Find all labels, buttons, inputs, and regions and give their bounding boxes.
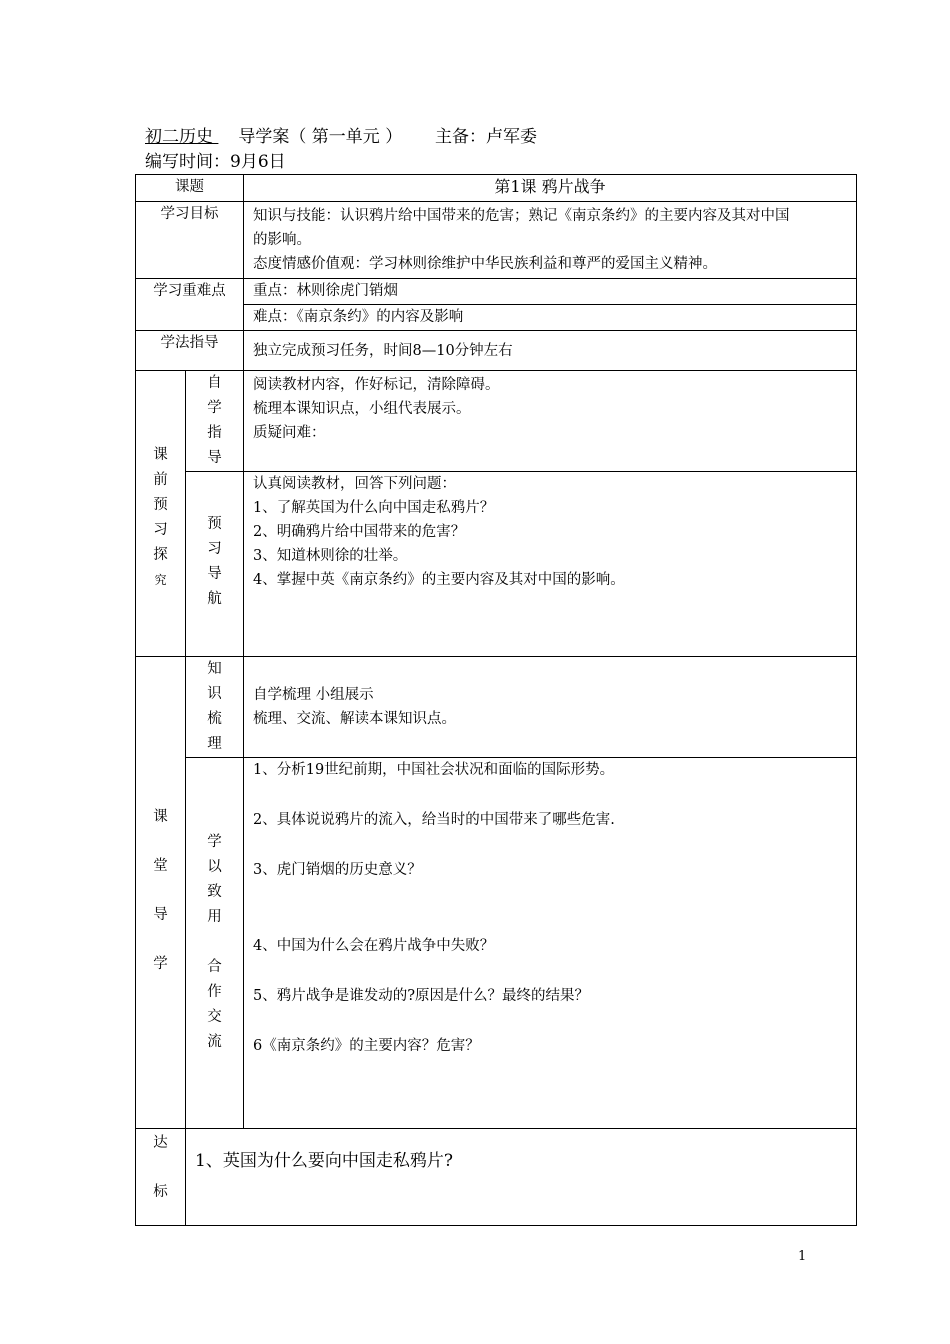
question: 6《南京条约》的主要内容？危害？ [253, 1038, 480, 1054]
topic-row [136, 175, 857, 202]
test-label: 达 标 [136, 1129, 186, 1226]
question: 1、分析19世纪前期，中国社会状况和面临的国际形势。 [253, 762, 615, 778]
navigation-row [136, 472, 857, 657]
goals-content [244, 202, 857, 279]
header-line-2: 编写时间：9月6日 [145, 152, 286, 172]
knowledge-content: 自学梳理 小组展示 梳理、交流、解读本课知识点。 [244, 657, 857, 758]
question: 3、虎门销烟的历史意义？ [253, 862, 422, 878]
key-point: 重点：林则徐虎门销烟 [244, 279, 857, 305]
goals-line: 知识与技能：认识鸦片给中国带来的危害；熟记《南京条约》的主要内容及其对中国 [253, 208, 790, 224]
test-content: 1、英国为什么要向中国走私鸦片? [186, 1129, 857, 1226]
apply-content [244, 758, 857, 1129]
navigation-label: 预 习 导 航 [186, 472, 244, 657]
topic-value: 第1课 鸦片战争 [244, 175, 857, 202]
header-line-1 [145, 126, 537, 148]
question: 2、具体说说鸦片的流入，给当时的中国带来了哪些危害. [253, 812, 615, 828]
knowledge-row [136, 657, 857, 758]
apply-label: 学 以 致 用 合 作 交 流 [186, 758, 244, 1129]
apply-row [136, 758, 857, 1129]
method-value: 独立完成预习任务，时间8—10分钟左右 [244, 331, 857, 371]
question: 4、中国为什么会在鸦片战争中失败？ [253, 938, 495, 954]
method-row [136, 331, 857, 371]
goals-label: 学习目标 [136, 202, 244, 279]
navigation-content: 认真阅读教材，回答下列问题： 1、了解英国为什么向中国走私鸦片？ 2、明确鸦片给中国带来的危害？ 3、知道林则徐的壮举。 4、掌握中英《南京条约》的主要内容及其对中国的影响。 [244, 472, 857, 657]
author: 主备：卢军委 [435, 127, 538, 147]
question: 5、鸦片战争是谁发动的?原因是什么？最终的结果？ [253, 988, 589, 1004]
test-row [136, 1129, 857, 1226]
goals-line: 的影响。 [253, 232, 311, 248]
classroom-label: 课 堂 导 学 [136, 657, 186, 1129]
keypoints-row-key [136, 279, 857, 305]
self-study-row [136, 371, 857, 472]
topic-label: 课题 [136, 175, 244, 202]
self-study-label: 自 学 指 导 [186, 371, 244, 472]
goals-line: 态度情感价值观：学习林则徐维护中华民族利益和尊严的爱国主义精神。 [253, 256, 717, 272]
knowledge-label: 知 识 梳 理 [186, 657, 244, 758]
method-label: 学法指导 [136, 331, 244, 371]
preview-label: 课 前 预 习 探 究 [136, 371, 186, 657]
goals-row [136, 202, 857, 279]
self-study-content: 阅读教材内容，作好标记，清除障碍。 梳理本课知识点，小组代表展示。 质疑问难： [244, 371, 857, 472]
doc-type: 导学案（ 第一单元 ） [238, 127, 403, 147]
keypoints-label: 学习重难点 [136, 279, 244, 331]
subject: 初二历史 [145, 127, 213, 147]
keypoints-row-difficult [136, 305, 857, 331]
lesson-plan-table [135, 174, 857, 1226]
page-number: 1 [798, 1249, 807, 1264]
difficult-point: 难点：《南京条约》的内容及影响 [244, 305, 857, 331]
